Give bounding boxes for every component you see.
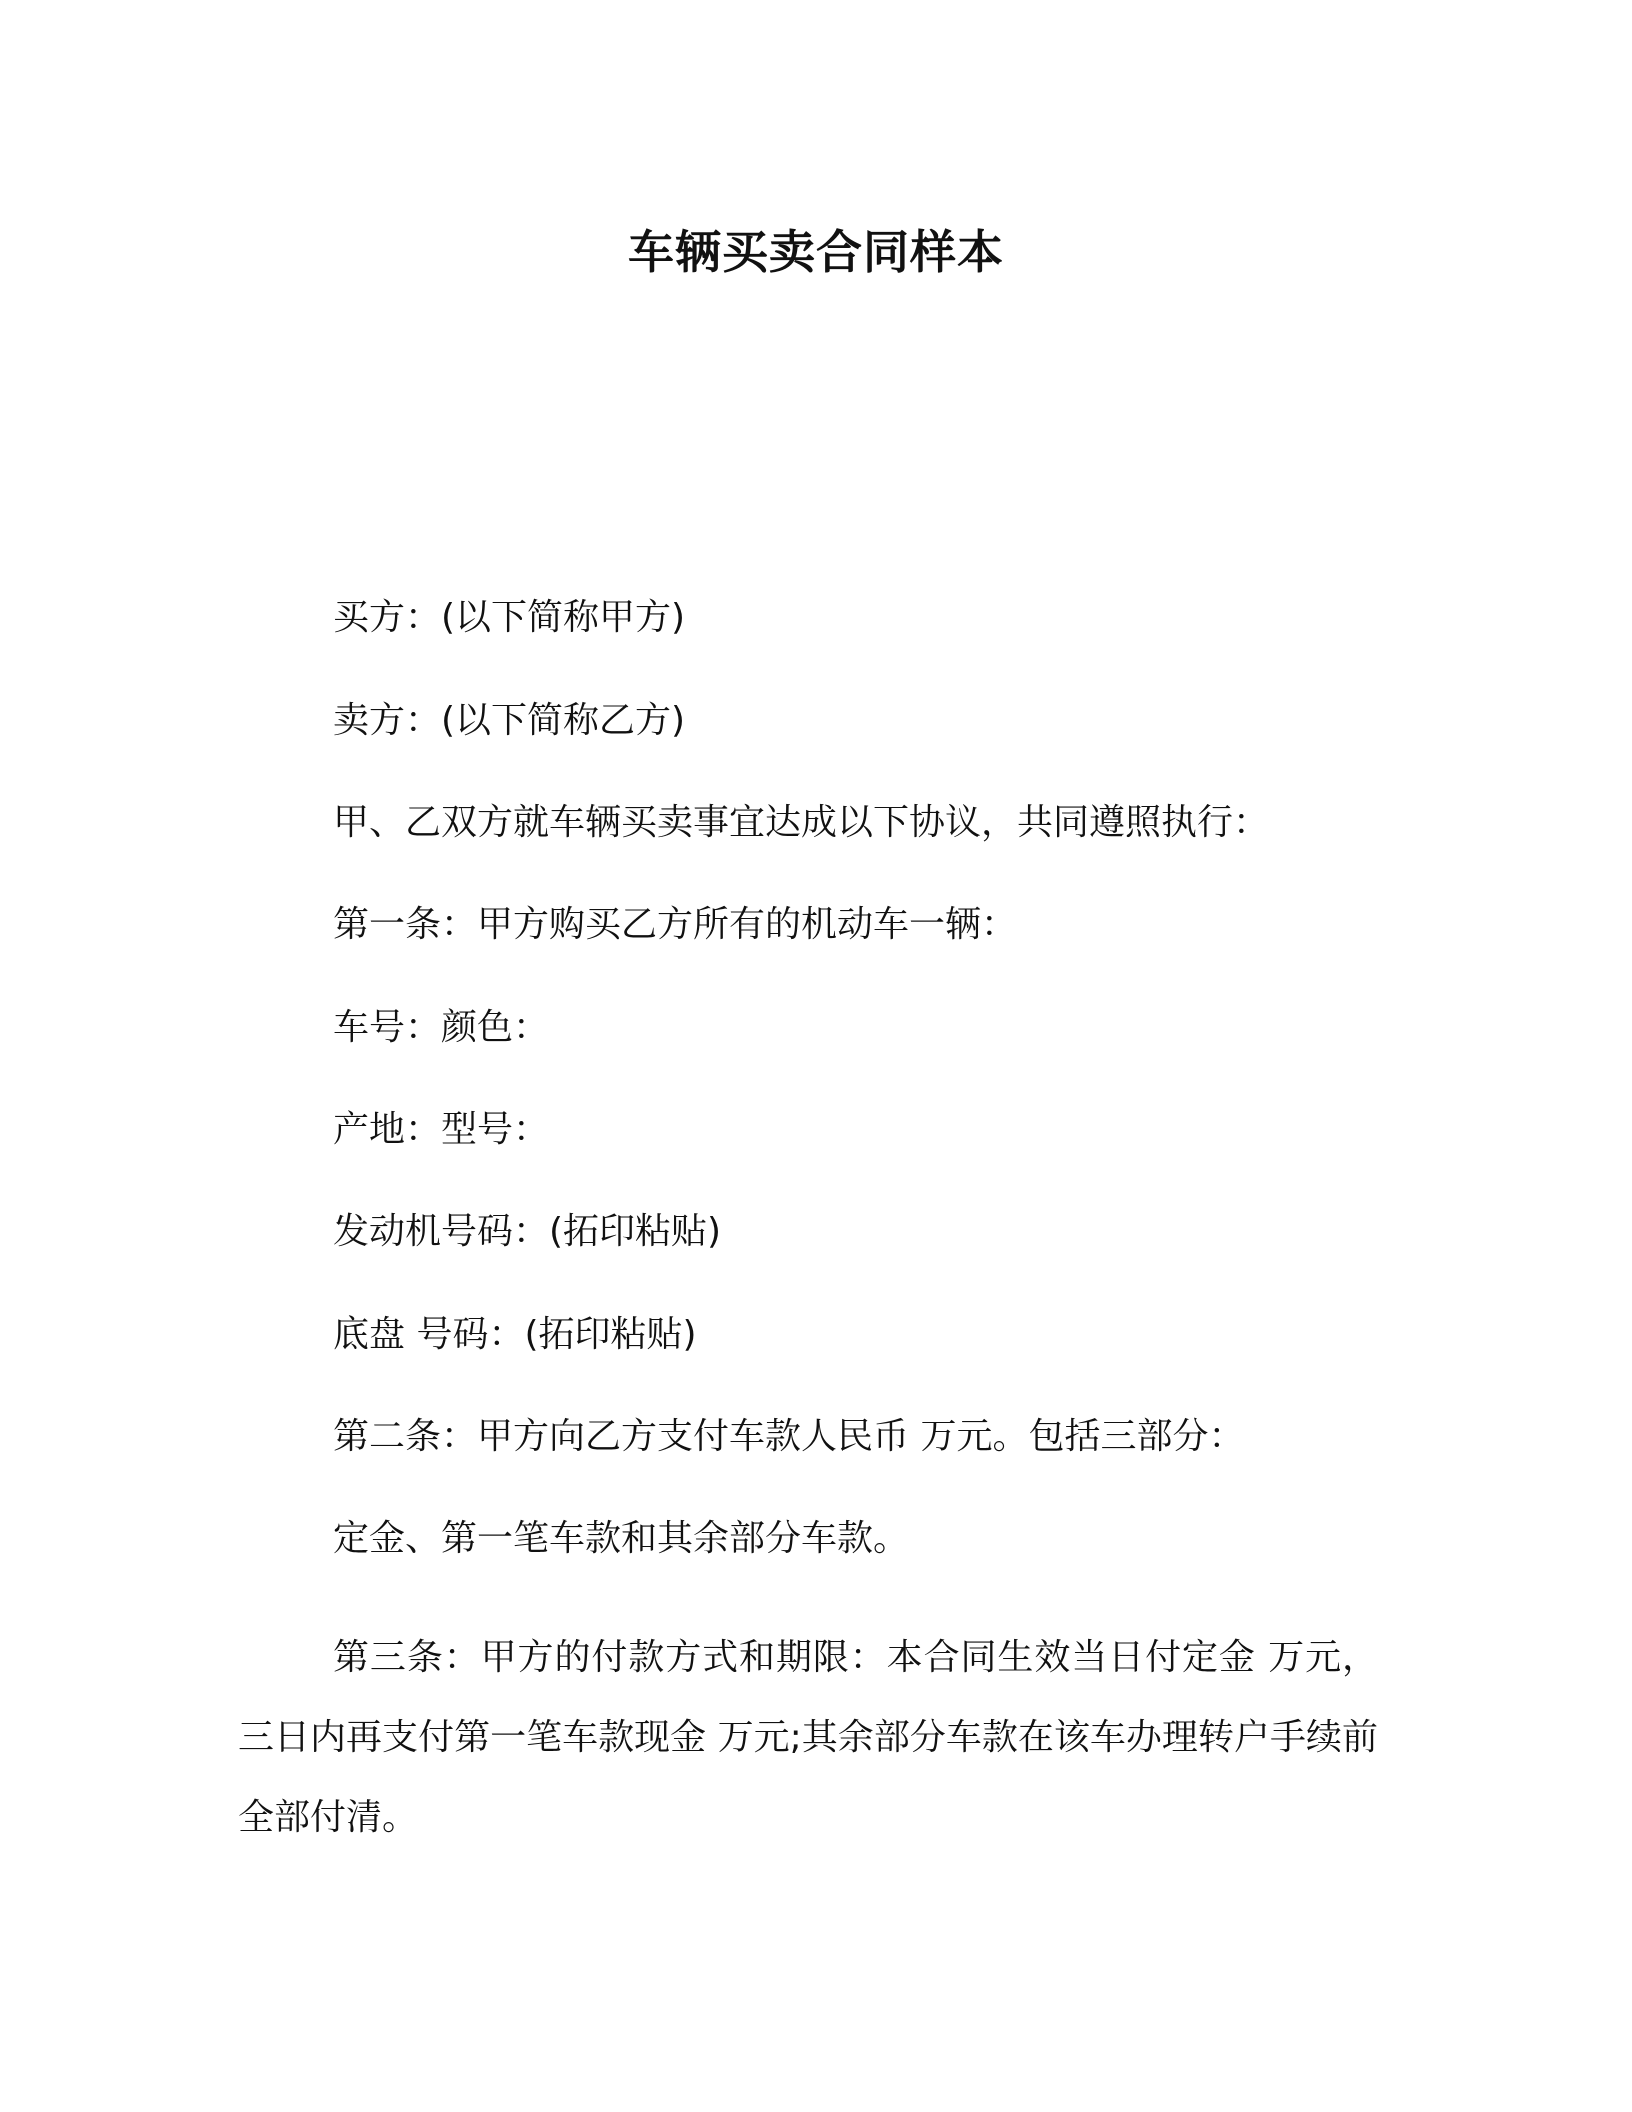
origin-model-line: 产地：型号： xyxy=(333,1109,550,1150)
article-1: 第一条：甲方购买乙方所有的机动车一辆： xyxy=(333,904,1018,945)
agreement-intro: 甲、乙双方就车辆买卖事宜达成以下协议，共同遵照执行： xyxy=(333,802,1270,843)
chassis-number-line: 底盘 号码：(拓印粘贴) xyxy=(333,1314,697,1355)
plate-color-line: 车号：颜色： xyxy=(333,1007,550,1048)
article-2-continued: 定金、第一笔车款和其余部分车款。 xyxy=(333,1518,910,1559)
article-2: 第二条：甲方向乙方支付车款人民币 万元。包括三部分： xyxy=(333,1416,1245,1457)
article-3: 第三条：甲方的付款方式和期限：本合同生效当日付定金 万元，三日内再支付第一笔车款现金 万元;其余部分车款在该车办理转户手续前全部付清。 xyxy=(238,1637,1378,1838)
document-title: 车辆买卖合同样本 xyxy=(628,225,1004,279)
buyer-line: 买方：(以下简称甲方) xyxy=(333,597,686,638)
seller-line: 卖方：(以下简称乙方) xyxy=(333,700,686,741)
engine-number-line: 发动机号码：(拓印粘贴) xyxy=(333,1211,722,1252)
